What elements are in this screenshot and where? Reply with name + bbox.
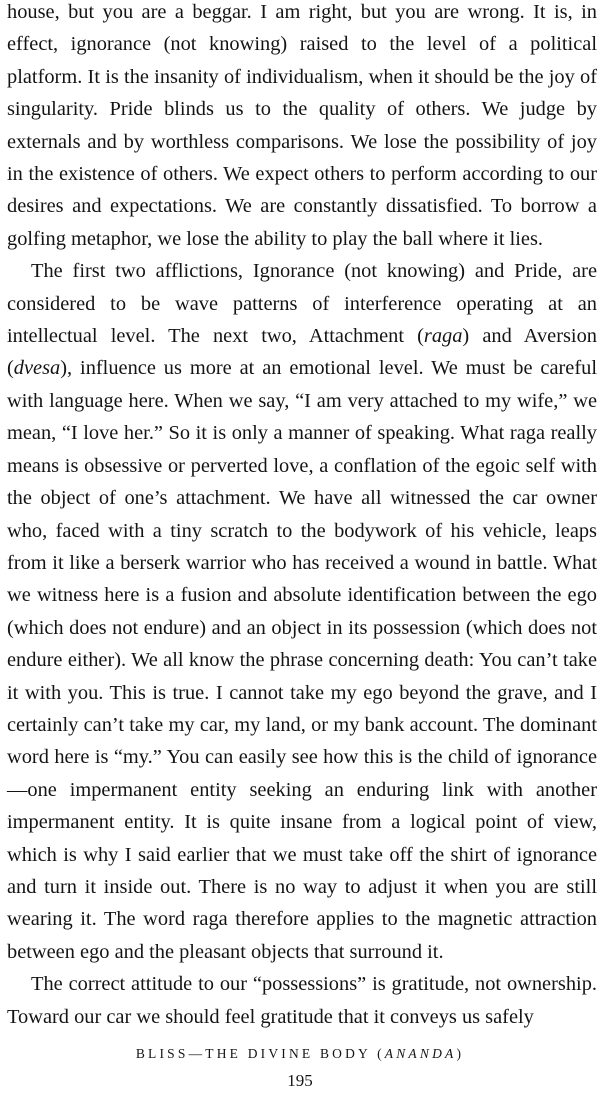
paragraph-pride-continued [7, 0, 597, 255]
page-body [7, 0, 597, 1033]
term-dvesa: dvesa [13, 357, 61, 380]
paragraph-2-text-c: ), influence us more at an emotional level. We must be careful with language here. When we say, “I am very attached to my wife,” we mean, “I love her.” So it is only a manner of speaking. What raga really means is obsessive or perverted love, a conflation of the egoic self with the object of one’s attachment. We have all witnessed the car owner who, faced with a tiny scratch to the bodywork of his vehicle, leaps from it like a berserk warrior who has received a wound in battle. What we witness here is a fusion and absolute identification between the ego (which does not endure) and an object in its possession (which does not endure either). We all know the phrase concerning death: You can’t take it with you. This is true. I cannot take my ego beyond the grave, and I certainly can’t take my car, my land, or my bank account. The dominant word here is “my.” You can easily see how this is the child of ignorance—one impermanent entity seeking an enduring link with another impermanent entity. It is quite insane from a logical point of view, which is why I said earlier that we must take off the shirt of ignorance and turn it inside out. There is no way to adjust it when you are still wearing it. The word raga therefore applies to the magnetic attraction between ego and the pleasant objects that surround it. [7, 357, 597, 963]
running-head-italic: ANANDA [384, 1046, 457, 1061]
paragraph-3-text: The correct attitude to our “possessions” is gratitude, not ownership. Toward our car we should feel gratitude that it conveys us safely [7, 973, 597, 1028]
running-head-prefix: BLISS—THE DIVINE BODY ( [135, 1046, 385, 1061]
running-head [0, 1046, 600, 1062]
paragraph-2-text-a: The first two afflictions, Ignorance (not knowing) and Pride, are considered to be wave patterns of interference operating at an intellectual level. The next two, Attachment ( [7, 260, 597, 348]
running-head-suffix: ) [456, 1046, 465, 1061]
term-raga: raga [423, 325, 463, 348]
paragraph-2-text-b: ) and Aversion ( [7, 325, 597, 380]
paragraph-gratitude [7, 968, 597, 1033]
paragraph-afflictions [7, 255, 597, 968]
page-number: 195 [287, 1071, 313, 1090]
paragraph-1-text: house, but you are a beggar. I am right, but you are wrong. It is, in effect, ignorance (not knowing) raised to the level of a political platform. It is the insanity of individualism, when it should be the joy of singularity. Pride blinds us to the quality of others. We judge by externals and by worthless comparisons. We lose the possibility of joy in the existence of others. We expect others to perform according to our desires and expectations. We are constantly dissatisfied. To borrow a golfing metaphor, we lose the ability to play the ball where it lies. [7, 1, 597, 250]
